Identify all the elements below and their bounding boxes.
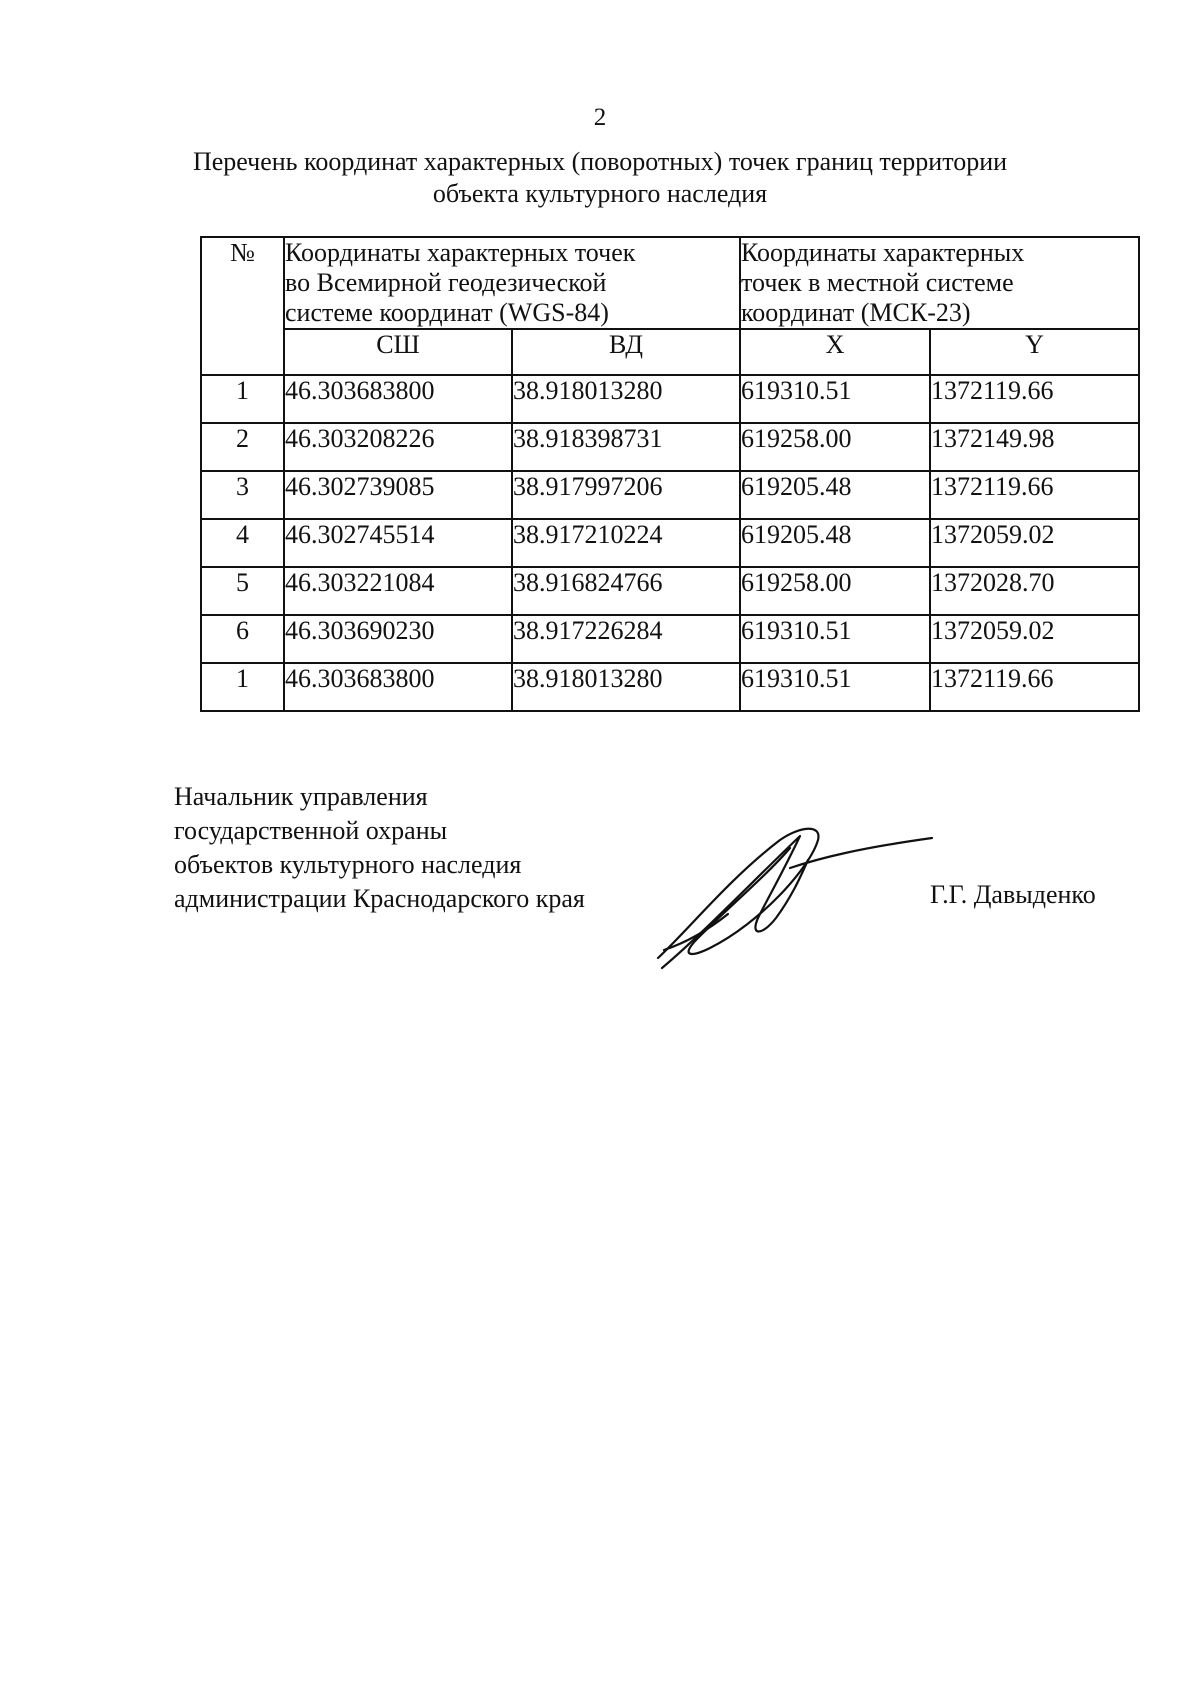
header-row-columns bbox=[201, 329, 1139, 375]
table-row bbox=[201, 663, 1139, 711]
cell-y: 1372059.02 bbox=[930, 615, 1139, 663]
cell-longitude: 38.918013280 bbox=[512, 663, 740, 711]
header-wgs-line-2: во Всемирной геодезической bbox=[285, 268, 607, 297]
position-line-3: объектов культурного наследия bbox=[174, 850, 522, 879]
header-lat: СШ bbox=[284, 329, 512, 375]
handwritten-signature bbox=[650, 818, 940, 978]
position-line-4: администрации Краснодарского края bbox=[174, 884, 585, 913]
cell-x: 619205.48 bbox=[740, 519, 930, 567]
cell-longitude: 38.918398731 bbox=[512, 423, 740, 471]
cell-y: 1372119.66 bbox=[930, 471, 1139, 519]
table-row bbox=[201, 519, 1139, 567]
cell-y: 1372119.66 bbox=[930, 375, 1139, 423]
position-line-1: Начальник управления bbox=[174, 782, 428, 811]
cell-point-number: 1 bbox=[201, 375, 284, 423]
cell-latitude: 46.303690230 bbox=[284, 615, 512, 663]
coordinates-table-body bbox=[201, 375, 1139, 711]
cell-x: 619258.00 bbox=[740, 423, 930, 471]
cell-longitude: 38.918013280 bbox=[512, 375, 740, 423]
header-wgs-group bbox=[284, 237, 740, 329]
cell-y: 1372149.98 bbox=[930, 423, 1139, 471]
table-row bbox=[201, 471, 1139, 519]
cell-y: 1372059.02 bbox=[930, 519, 1139, 567]
document-title bbox=[0, 146, 1200, 210]
header-y: Y bbox=[930, 329, 1139, 375]
position-line-2: государственной охраны bbox=[174, 816, 448, 845]
header-msk-line-3: координат (МСК-23) bbox=[741, 298, 971, 327]
signatory-name: Г.Г. Давыденко bbox=[930, 880, 1096, 909]
cell-point-number: 2 bbox=[201, 423, 284, 471]
cell-y: 1372028.70 bbox=[930, 567, 1139, 615]
cell-latitude: 46.303683800 bbox=[284, 375, 512, 423]
header-wgs-line-1: Координаты характерных точек bbox=[285, 238, 636, 267]
cell-point-number: 3 bbox=[201, 471, 284, 519]
cell-latitude: 46.302739085 bbox=[284, 471, 512, 519]
title-line-2: объекта культурного наследия bbox=[432, 179, 768, 208]
cell-y: 1372119.66 bbox=[930, 663, 1139, 711]
cell-longitude: 38.916824766 bbox=[512, 567, 740, 615]
cell-point-number: 6 bbox=[201, 615, 284, 663]
cell-x: 619258.00 bbox=[740, 567, 930, 615]
cell-point-number: 1 bbox=[201, 663, 284, 711]
cell-latitude: 46.303221084 bbox=[284, 567, 512, 615]
header-x: X bbox=[740, 329, 930, 375]
cell-longitude: 38.917210224 bbox=[512, 519, 740, 567]
cell-point-number: 4 bbox=[201, 519, 284, 567]
cell-x: 619310.51 bbox=[740, 663, 930, 711]
header-msk-line-1: Координаты характерных bbox=[741, 238, 1025, 267]
cell-latitude: 46.302745514 bbox=[284, 519, 512, 567]
header-msk-group bbox=[740, 237, 1139, 329]
header-msk-line-2: точек в местной системе bbox=[741, 268, 1014, 297]
header-number: № bbox=[201, 237, 284, 375]
header-lon: ВД bbox=[512, 329, 740, 375]
cell-x: 619310.51 bbox=[740, 375, 930, 423]
header-wgs-line-3: системе координат (WGS-84) bbox=[285, 298, 609, 327]
cell-x: 619310.51 bbox=[740, 615, 930, 663]
coordinates-table bbox=[200, 236, 1140, 712]
title-line-1: Перечень координат характерных (поворотных) точек границ территории bbox=[192, 147, 1008, 176]
page-number: 2 bbox=[593, 104, 607, 131]
table-row bbox=[201, 423, 1139, 471]
header-row-groups bbox=[201, 237, 1139, 329]
cell-point-number: 5 bbox=[201, 567, 284, 615]
cell-longitude: 38.917226284 bbox=[512, 615, 740, 663]
table-row bbox=[201, 375, 1139, 423]
table-row bbox=[201, 567, 1139, 615]
signatory-position bbox=[174, 780, 585, 916]
cell-latitude: 46.303208226 bbox=[284, 423, 512, 471]
cell-longitude: 38.917997206 bbox=[512, 471, 740, 519]
cell-latitude: 46.303683800 bbox=[284, 663, 512, 711]
cell-x: 619205.48 bbox=[740, 471, 930, 519]
table-row bbox=[201, 615, 1139, 663]
